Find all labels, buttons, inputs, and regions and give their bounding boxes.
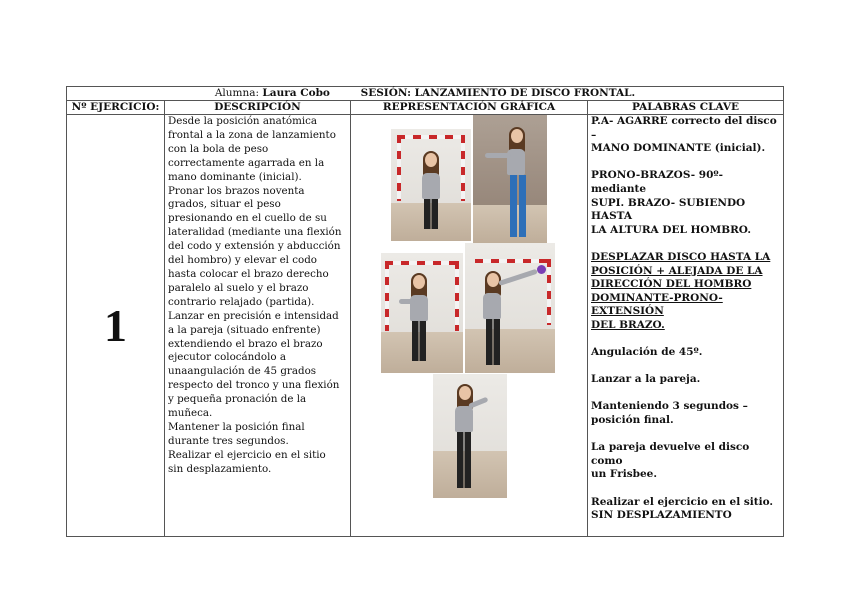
keyword-line: LA ALTURA DEL HOMBRO. [591, 223, 751, 236]
keyword-line: Lanzar a la pareja. [591, 373, 701, 386]
keyword-line: PRONO-BRAZOS- 90º- mediante [591, 169, 724, 195]
session-title: SESIÓN: LANZAMIENTO DE DISCO FRONTAL. [360, 87, 636, 99]
keyword-line: DEL BRAZO. [591, 318, 665, 331]
student-name: Laura Cobo [262, 87, 330, 99]
keyword-block [591, 373, 780, 387]
exercise-sheet-table [66, 86, 784, 537]
student-label: Alumna: [214, 87, 260, 99]
keyword-line: SIN DESPLAZAMIENTO [591, 509, 732, 522]
description-line: y pequeña pronación de la [168, 393, 307, 406]
keyword-line: P.A- AGARRE correcto del disco – [591, 115, 777, 141]
description-line: con la bola de peso [168, 142, 269, 155]
keyword-block [591, 251, 780, 333]
col-description-header: DESCRIPCIÓN [165, 101, 351, 115]
col-graphic-header: REPRESENTACIÓN GRÁFICA [351, 101, 588, 115]
description-line: paralelo al suelo y el brazo [168, 281, 309, 294]
description-line: respecto del tronco y una flexión [168, 379, 340, 392]
keyword-line: posición final. [591, 414, 674, 427]
description-line: frontal a la zona de lanzamiento [168, 128, 336, 141]
description-line: correctamente agarrada en la [168, 156, 325, 169]
description-line: muñeca. [168, 407, 213, 420]
description-line: del hombro) y elevar el codo [168, 254, 317, 267]
description-line: Mantener la posición final [168, 420, 305, 433]
keyword-line: DESPLAZAR DISCO HASTA LA [591, 250, 771, 263]
description-line: unaangulación de 45 grados [168, 365, 317, 378]
keyword-line: Angulación de 45º. [591, 346, 703, 359]
description-line: contrario relajado (partida). [168, 295, 315, 308]
description-line: mano dominante (inicial). [168, 170, 302, 183]
column-header-row [67, 101, 784, 115]
description-line: ejecutor colocándolo a [168, 351, 287, 364]
description-line: Pronar los brazos noventa [168, 184, 305, 197]
photo-final-position [433, 374, 507, 498]
description-line: presionando en el cuello de su [168, 212, 327, 225]
description-line: sin desplazamiento. [168, 462, 272, 475]
keyword-line: DIRECCIÓN DEL HOMBRO [591, 278, 752, 291]
sheet-header [67, 87, 784, 101]
keyword-block [591, 400, 780, 427]
keyword-block [591, 115, 780, 156]
keyword-line: DOMINANTE-PRONO-EXTENSIÓN [591, 291, 723, 318]
keyword-line: un Frisbee. [591, 468, 657, 481]
photo-throw-extension [465, 243, 555, 373]
description-line: extendiendo el brazo el brazo [168, 337, 323, 350]
keyword-line: Manteniendo 3 segundos – [591, 400, 748, 413]
keyword-block [591, 441, 780, 482]
exercise-description [165, 115, 351, 537]
keyword-line: MANO DOMINANTE (inicial). [591, 142, 766, 155]
description-line: lateralidad (mediante una flexión [168, 226, 342, 239]
description-line: a la pareja (situado enfrente) [168, 323, 321, 336]
description-line: Lanzar en precisión e intensidad [168, 309, 339, 322]
exercise-row [67, 115, 784, 537]
keyword-line: La pareja devuelve el disco como [591, 441, 750, 467]
photo-elbow-raised [381, 253, 463, 373]
description-line: Desde la posición anatómica [168, 115, 318, 127]
keyword-line: POSICIÓN + ALEJADA DE LA [591, 264, 763, 277]
description-line: hasta colocar el brazo derecho [168, 267, 329, 280]
photo-pronation [473, 115, 547, 243]
keyword-block [591, 346, 780, 360]
description-line: Realizar el ejercicio en el sitio [168, 448, 326, 461]
col-exercise-header: Nº EJERCICIO: [67, 101, 165, 115]
col-keywords-header: PALABRAS CLAVE [588, 101, 784, 115]
sheet-header-row [67, 87, 784, 101]
keyword-line: SUPI. BRAZO- SUBIENDO HASTA [591, 196, 746, 223]
keyword-block [591, 496, 780, 523]
keyword-line: Realizar el ejercicio en el sitio. [591, 495, 774, 508]
description-line: durante tres segundos. [168, 434, 289, 447]
photo-initial-position [391, 129, 471, 241]
exercise-number: 1 [67, 115, 165, 537]
keywords-cell [588, 115, 784, 537]
description-line: grados, situar el peso [168, 198, 281, 211]
graphic-representation [351, 115, 588, 537]
description-line: del codo y extensión y abducción [168, 240, 341, 253]
keyword-block [591, 169, 780, 237]
